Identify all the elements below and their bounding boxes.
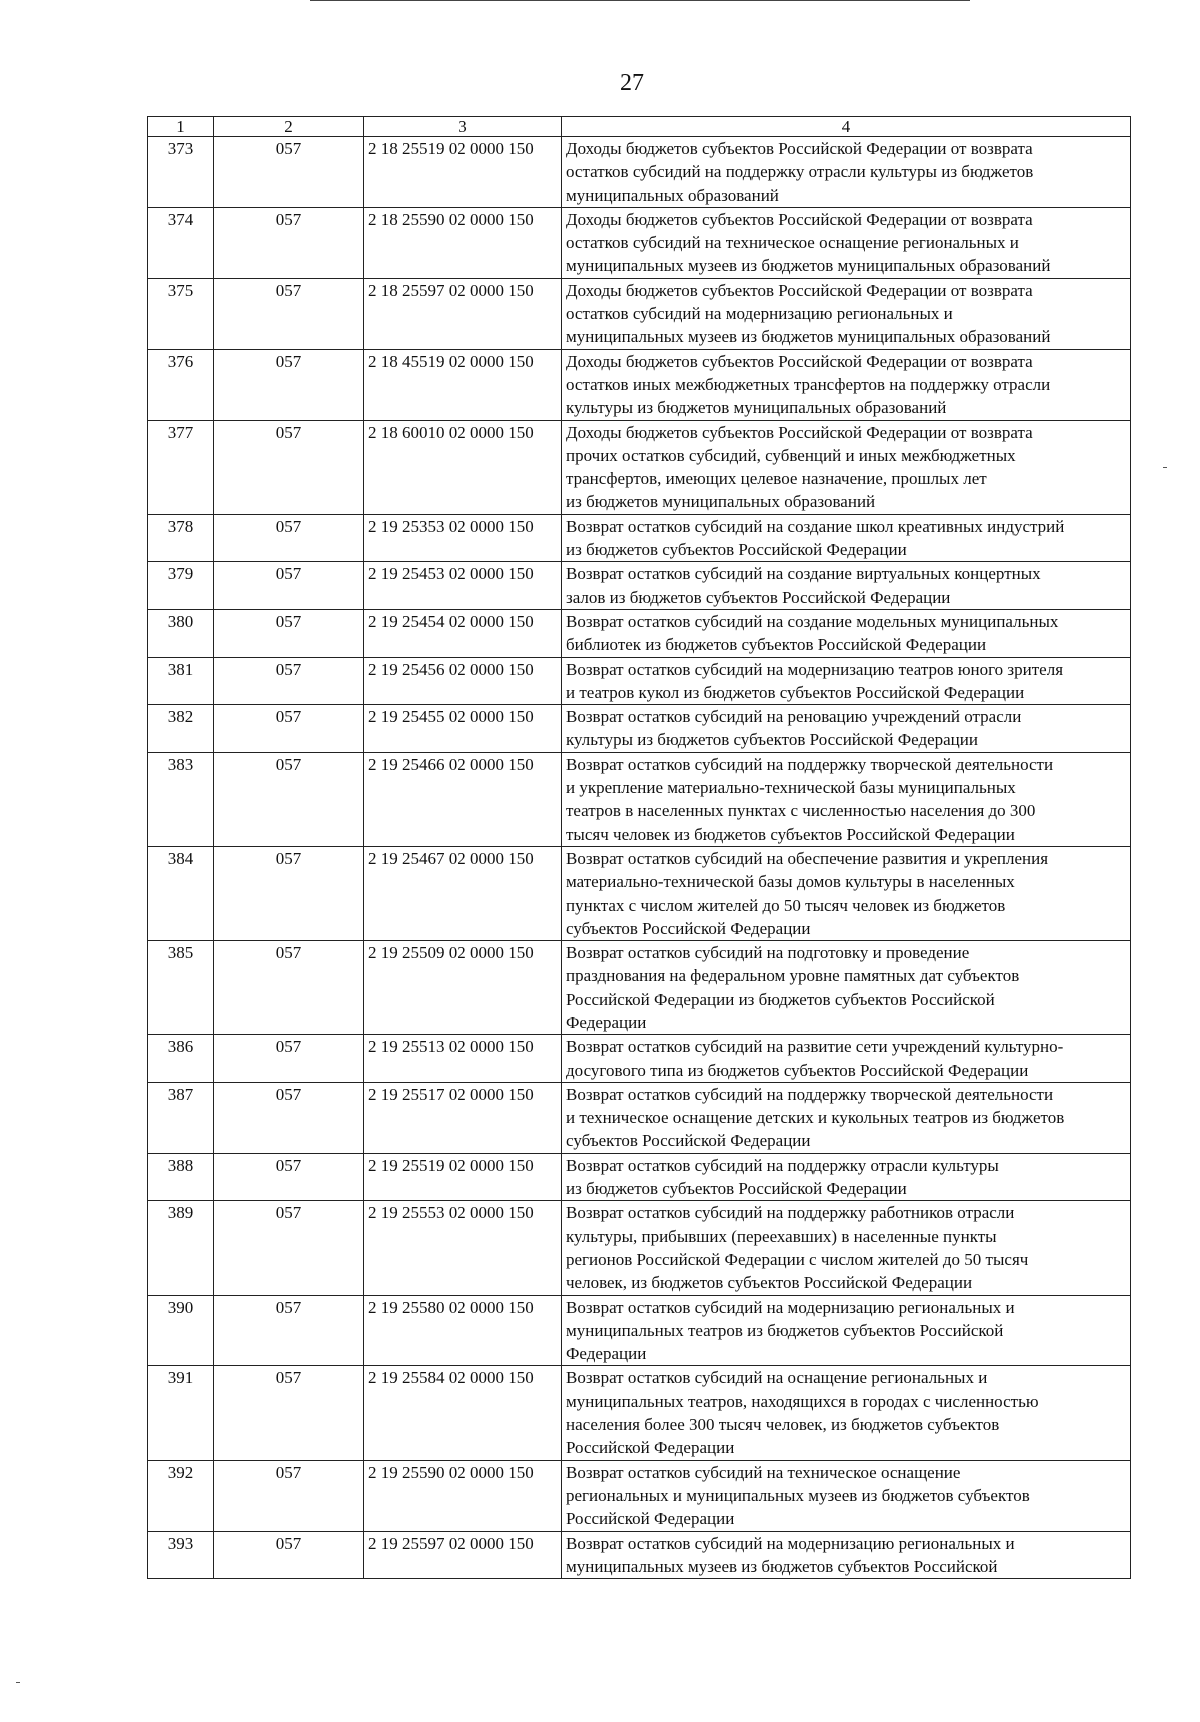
description-line: из бюджетов субъектов Российской Федерации: [566, 540, 907, 560]
description-cell: [562, 562, 1131, 610]
admin-code-cell: 057: [214, 1531, 364, 1579]
description-line: прочих остатков субсидий, субвенций и иных межбюджетных: [566, 445, 1016, 465]
table-row: [148, 1460, 1131, 1531]
admin-code-cell: 057: [214, 1366, 364, 1460]
revenue-code-cell: 2 19 25513 02 0000 150: [364, 1035, 562, 1083]
row-number-cell: 374: [148, 207, 214, 278]
revenue-code-cell: 2 18 60010 02 0000 150: [364, 420, 562, 514]
row-number-cell: 382: [148, 705, 214, 753]
description-line: субъектов Российской Федерации: [566, 1131, 811, 1151]
description-line: материально-технической базы домов культуры в населенных: [566, 872, 1015, 892]
row-number-cell: 386: [148, 1035, 214, 1083]
description-line: Возврат остатков субсидий на развитие сети учреждений культурно-: [566, 1037, 1064, 1057]
description-cell: [562, 941, 1131, 1035]
description-line: и театров кукол из бюджетов субъектов Российской Федерации: [566, 682, 1025, 702]
description-line: Возврат остатков субсидий на обеспечение развития и укрепления: [566, 848, 1049, 868]
description-cell: [562, 1035, 1131, 1083]
description-line: и техническое оснащение детских и кукольных театров из бюджетов: [566, 1108, 1065, 1128]
description-cell: [562, 420, 1131, 514]
table-row: [148, 349, 1131, 420]
revenue-code-table: [147, 116, 1131, 1579]
table-row: [148, 562, 1131, 610]
revenue-code-cell: 2 18 25519 02 0000 150: [364, 137, 562, 208]
revenue-code-cell: 2 19 25580 02 0000 150: [364, 1295, 562, 1366]
table-row: [148, 1295, 1131, 1366]
description-line: муниципальных театров, находящихся в городах с численностью: [566, 1391, 1039, 1411]
description-line: Возврат остатков субсидий на поддержку творческой деятельности: [566, 754, 1054, 774]
admin-code-cell: 057: [214, 1460, 364, 1531]
description-line: Федерации: [566, 1012, 647, 1032]
row-number-cell: 377: [148, 420, 214, 514]
admin-code-cell: 057: [214, 514, 364, 562]
description-line: Российской Федерации: [566, 1509, 735, 1529]
page-number: 27: [620, 70, 644, 96]
description-line: Возврат остатков субсидий на техническое оснащение: [566, 1462, 961, 1482]
admin-code-cell: 057: [214, 752, 364, 846]
header-col-2: 2: [214, 117, 364, 137]
description-cell: [562, 514, 1131, 562]
table-row: [148, 1531, 1131, 1579]
revenue-code-cell: 2 18 45519 02 0000 150: [364, 349, 562, 420]
row-number-cell: 389: [148, 1201, 214, 1295]
description-line: регионов Российской Федерации с числом жителей до 50 тысяч: [566, 1249, 1029, 1269]
admin-code-cell: 057: [214, 278, 364, 349]
revenue-code-cell: 2 19 25509 02 0000 150: [364, 941, 562, 1035]
description-line: Возврат остатков субсидий на реновацию учреждений отрасли: [566, 707, 1022, 727]
table-row: [148, 609, 1131, 657]
admin-code-cell: 057: [214, 349, 364, 420]
row-number-cell: 373: [148, 137, 214, 208]
description-line: и укрепление материально-технической базы муниципальных: [566, 778, 1016, 798]
admin-code-cell: 057: [214, 1295, 364, 1366]
row-number-cell: 381: [148, 657, 214, 705]
description-cell: [562, 609, 1131, 657]
description-cell: [562, 207, 1131, 278]
admin-code-cell: 057: [214, 1035, 364, 1083]
row-number-cell: 387: [148, 1082, 214, 1153]
margin-tick: [16, 1682, 20, 1683]
description-cell: [562, 1531, 1131, 1579]
admin-code-cell: 057: [214, 657, 364, 705]
description-line: Доходы бюджетов субъектов Российской Федерации от возврата: [566, 139, 1033, 158]
description-line: субъектов Российской Федерации: [566, 918, 811, 938]
admin-code-cell: 057: [214, 1201, 364, 1295]
revenue-code-cell: 2 19 25597 02 0000 150: [364, 1531, 562, 1579]
description-cell: [562, 657, 1131, 705]
row-number-cell: 385: [148, 941, 214, 1035]
table-row: [148, 1035, 1131, 1083]
description-cell: [562, 1153, 1131, 1201]
row-number-cell: 376: [148, 349, 214, 420]
table-row: [148, 1366, 1131, 1460]
description-cell: [562, 1295, 1131, 1366]
revenue-code-cell: 2 18 25590 02 0000 150: [364, 207, 562, 278]
row-number-cell: 379: [148, 562, 214, 610]
description-cell: [562, 278, 1131, 349]
admin-code-cell: 057: [214, 1153, 364, 1201]
description-cell: [562, 752, 1131, 846]
row-number-cell: 393: [148, 1531, 214, 1579]
description-line: театров в населенных пунктах с численностью населения до 300: [566, 801, 1036, 821]
margin-tick: [1163, 467, 1167, 468]
table-row: [148, 207, 1131, 278]
admin-code-cell: 057: [214, 705, 364, 753]
row-number-cell: 388: [148, 1153, 214, 1201]
table-row: [148, 941, 1131, 1035]
description-line: Доходы бюджетов субъектов Российской Федерации от возврата: [566, 280, 1033, 300]
table-row: [148, 752, 1131, 846]
description-cell: [562, 1082, 1131, 1153]
description-line: Возврат остатков субсидий на поддержку работников отрасли: [566, 1203, 1015, 1223]
description-line: Российской Федерации из бюджетов субъектов Российской: [566, 989, 995, 1009]
description-line: муниципальных музеев из бюджетов муниципальных образований: [566, 256, 1051, 276]
description-line: Российской Федерации: [566, 1438, 735, 1458]
description-line: библиотек из бюджетов субъектов Российской Федерации: [566, 635, 987, 655]
description-cell: [562, 1366, 1131, 1460]
description-cell: [562, 1460, 1131, 1531]
admin-code-cell: 057: [214, 846, 364, 940]
table-row: [148, 1201, 1131, 1295]
table-row: [148, 1153, 1131, 1201]
description-line: муниципальных образований: [566, 185, 779, 205]
description-line: культуры из бюджетов субъектов Российской Федерации: [566, 730, 978, 750]
revenue-code-cell: 2 19 25517 02 0000 150: [364, 1082, 562, 1153]
revenue-code-cell: 2 19 25519 02 0000 150: [364, 1153, 562, 1201]
description-line: из бюджетов субъектов Российской Федерации: [566, 1179, 907, 1199]
row-number-cell: 390: [148, 1295, 214, 1366]
description-cell: [562, 705, 1131, 753]
description-line: человек, из бюджетов субъектов Российской Федерации: [566, 1273, 973, 1293]
description-line: Доходы бюджетов субъектов Российской Федерации от возврата: [566, 209, 1033, 229]
description-line: остатков субсидий на модернизацию региональных и: [566, 304, 953, 324]
header-col-1: 1: [148, 117, 214, 137]
description-line: досугового типа из бюджетов субъектов Российской Федерации: [566, 1060, 1029, 1080]
admin-code-cell: 057: [214, 562, 364, 610]
revenue-code-cell: 2 19 25456 02 0000 150: [364, 657, 562, 705]
top-rule: [310, 0, 970, 1]
description-line: Возврат остатков субсидий на поддержку творческой деятельности: [566, 1084, 1054, 1104]
admin-code-cell: 057: [214, 420, 364, 514]
description-line: празднования на федеральном уровне памятных дат субъектов: [566, 966, 1020, 986]
description-line: Возврат остатков субсидий на создание школ креативных индустрий: [566, 516, 1065, 536]
table-header-row: [148, 117, 1131, 137]
admin-code-cell: 057: [214, 137, 364, 208]
description-line: остатков субсидий на техническое оснащение региональных и: [566, 233, 1019, 253]
table-row: [148, 1082, 1131, 1153]
row-number-cell: 380: [148, 609, 214, 657]
description-line: пунктах с числом жителей до 50 тысяч человек из бюджетов: [566, 895, 1006, 915]
description-cell: [562, 1201, 1131, 1295]
row-number-cell: 383: [148, 752, 214, 846]
revenue-code-cell: 2 18 25597 02 0000 150: [364, 278, 562, 349]
table-row: [148, 514, 1131, 562]
row-number-cell: 378: [148, 514, 214, 562]
row-number-cell: 375: [148, 278, 214, 349]
description-line: залов из бюджетов субъектов Российской Федерации: [566, 587, 951, 607]
description-cell: [562, 349, 1131, 420]
revenue-code-cell: 2 19 25454 02 0000 150: [364, 609, 562, 657]
description-line: региональных и муниципальных музеев из бюджетов субъектов: [566, 1485, 1030, 1505]
description-line: остатков иных межбюджетных трансфертов на поддержку отрасли: [566, 374, 1051, 394]
description-line: остатков субсидий на поддержку отрасли культуры из бюджетов: [566, 162, 1034, 182]
admin-code-cell: 057: [214, 609, 364, 657]
revenue-code-cell: 2 19 25455 02 0000 150: [364, 705, 562, 753]
description-line: из бюджетов муниципальных образований: [566, 492, 876, 512]
description-line: населения более 300 тысяч человек, из бюджетов субъектов: [566, 1415, 1000, 1435]
description-line: муниципальных музеев из бюджетов субъектов Российской: [566, 1556, 998, 1576]
description-line: Возврат остатков субсидий на создание модельных муниципальных: [566, 611, 1059, 631]
table-row: [148, 278, 1131, 349]
header-col-3: 3: [364, 117, 562, 137]
description-line: трансфертов, имеющих целевое назначение, прошлых лет: [566, 469, 987, 489]
table-row: [148, 420, 1131, 514]
table-row: [148, 705, 1131, 753]
description-line: культуры из бюджетов муниципальных образований: [566, 398, 947, 418]
description-cell: [562, 846, 1131, 940]
description-line: тысяч человек из бюджетов субъектов Российской Федерации: [566, 824, 1015, 844]
row-number-cell: 384: [148, 846, 214, 940]
description-cell: [562, 137, 1131, 208]
description-line: Доходы бюджетов субъектов Российской Федерации от возврата: [566, 351, 1033, 371]
description-line: Федерации: [566, 1344, 647, 1364]
description-line: муниципальных театров из бюджетов субъектов Российской: [566, 1320, 1004, 1340]
table-row: [148, 137, 1131, 208]
revenue-code-cell: 2 19 25353 02 0000 150: [364, 514, 562, 562]
description-line: Возврат остатков субсидий на создание виртуальных концертных: [566, 564, 1041, 584]
description-line: муниципальных музеев из бюджетов муниципальных образований: [566, 327, 1051, 347]
revenue-code-cell: 2 19 25453 02 0000 150: [364, 562, 562, 610]
revenue-code-cell: 2 19 25466 02 0000 150: [364, 752, 562, 846]
admin-code-cell: 057: [214, 941, 364, 1035]
revenue-code-cell: 2 19 25553 02 0000 150: [364, 1201, 562, 1295]
row-number-cell: 391: [148, 1366, 214, 1460]
admin-code-cell: 057: [214, 207, 364, 278]
description-line: Доходы бюджетов субъектов Российской Федерации от возврата: [566, 422, 1033, 442]
table-row: [148, 846, 1131, 940]
revenue-code-cell: 2 19 25584 02 0000 150: [364, 1366, 562, 1460]
row-number-cell: 392: [148, 1460, 214, 1531]
table-row: [148, 657, 1131, 705]
description-line: культуры, прибывших (переехавших) в населенные пункты: [566, 1226, 997, 1246]
header-col-4: 4: [562, 117, 1131, 137]
revenue-code-cell: 2 19 25467 02 0000 150: [364, 846, 562, 940]
description-line: Возврат остатков субсидий на модернизацию театров юного зрителя: [566, 659, 1064, 679]
description-line: Возврат остатков субсидий на оснащение региональных и: [566, 1368, 988, 1388]
description-line: Возврат остатков субсидий на модернизацию региональных и: [566, 1533, 1015, 1553]
admin-code-cell: 057: [214, 1082, 364, 1153]
description-line: Возврат остатков субсидий на поддержку отрасли культуры: [566, 1155, 999, 1175]
description-line: Возврат остатков субсидий на модернизацию региональных и: [566, 1297, 1015, 1317]
revenue-code-cell: 2 19 25590 02 0000 150: [364, 1460, 562, 1531]
description-line: Возврат остатков субсидий на подготовку и проведение: [566, 943, 970, 963]
